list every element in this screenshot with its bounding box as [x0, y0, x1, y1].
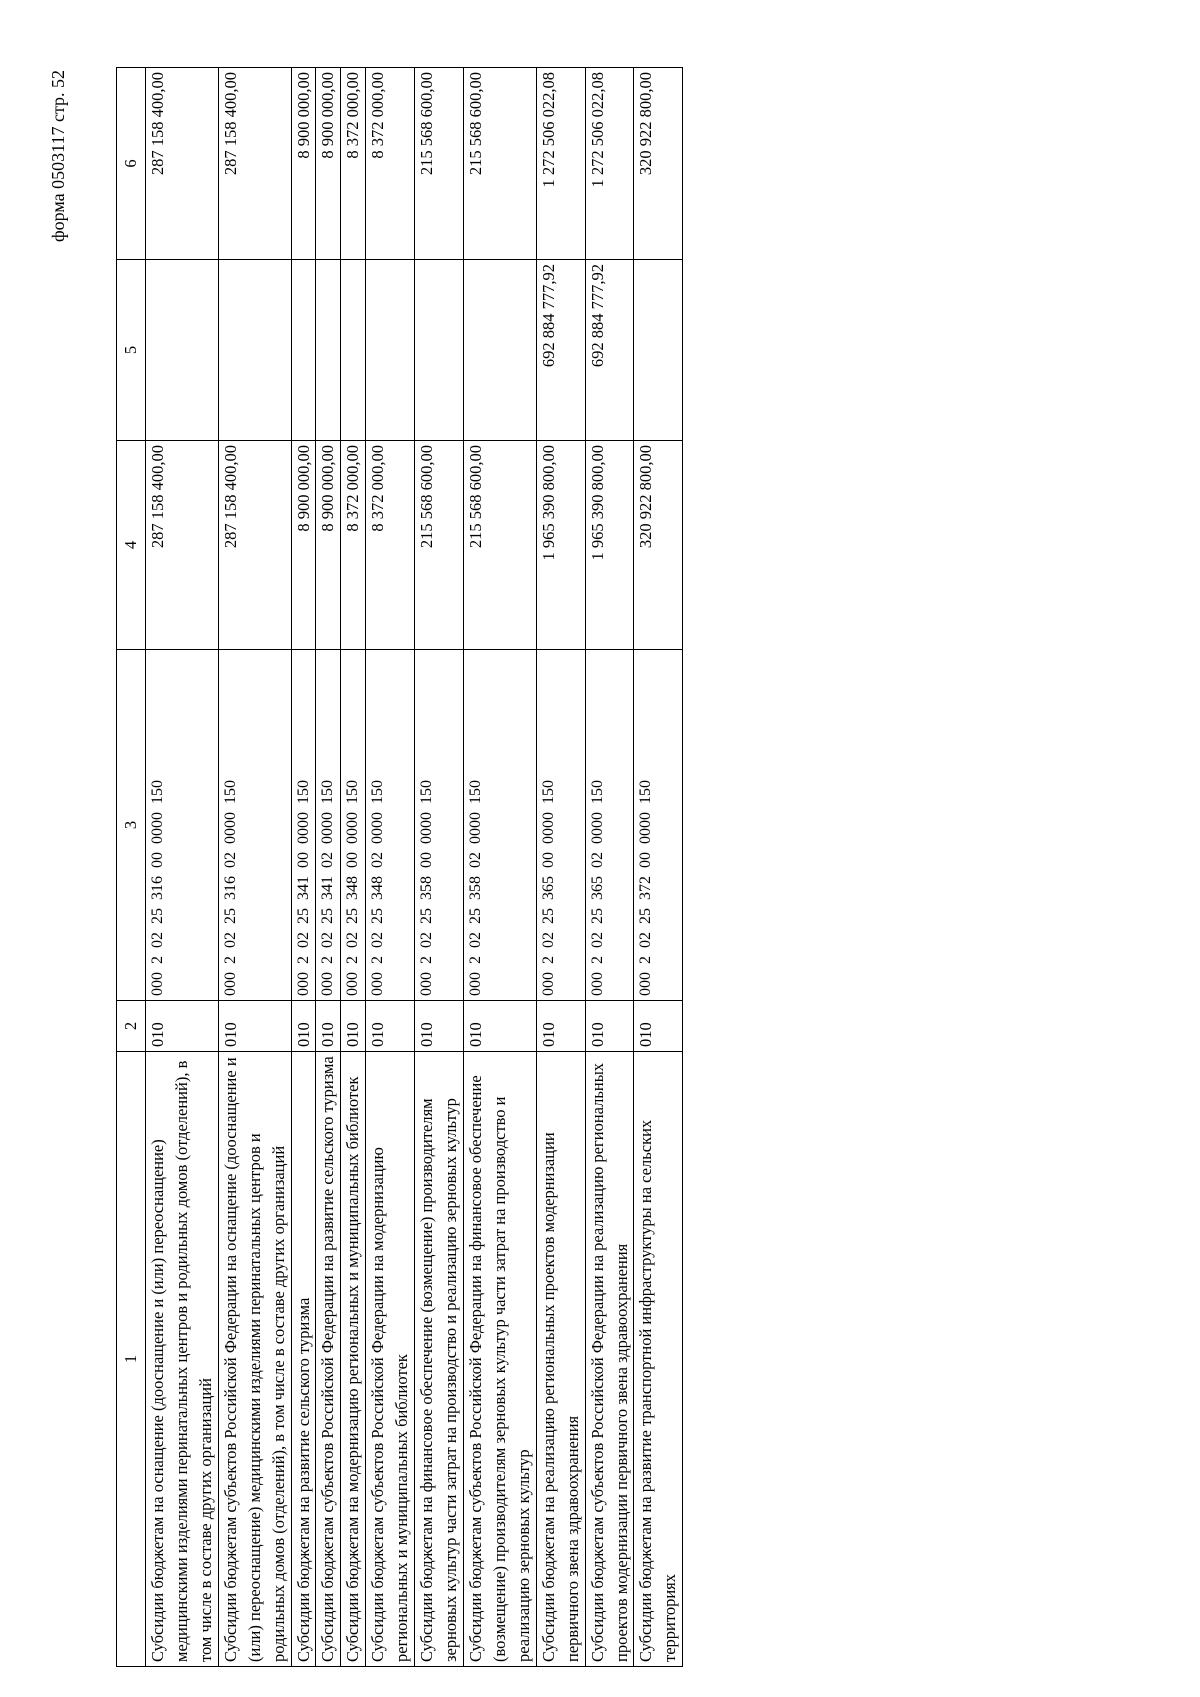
row-name-cell: Субсидии бюджетам субъектов Российской Федерации на финансовое обеспечение (возмещение) производителям зерновых культур части затрат на производство и реализацию зерновых культур: [463, 1052, 536, 1667]
row-approved-amount-cell: 215 568 600,00: [415, 441, 464, 650]
row-income-code-cell: 000 2 02 25 365 02 0000 150: [585, 650, 634, 1001]
row-line-code-cell: 010: [366, 1001, 415, 1052]
row-line-code-cell: 010: [316, 1001, 341, 1052]
column-header: 2: [117, 1001, 146, 1052]
row-executed-amount-cell: 692 884 777,92: [585, 260, 634, 441]
row-approved-amount-cell: 215 568 600,00: [463, 441, 536, 650]
row-unexecuted-amount-cell: 8 900 000,00: [291, 68, 316, 260]
row-unexecuted-amount-cell: 8 372 000,00: [366, 68, 415, 260]
column-header: 1: [117, 1052, 146, 1667]
row-unexecuted-amount-cell: 215 568 600,00: [463, 68, 536, 260]
row-executed-amount-cell: [146, 260, 219, 441]
row-line-code-cell: 010: [536, 1001, 585, 1052]
row-executed-amount-cell: [341, 260, 366, 441]
table-row: [218, 68, 291, 1667]
row-name-cell: Субсидии бюджетам на оснащение (дооснащение и (или) переоснащение) медицинскими изделиями перинатальных центров и родильных домов (отделений), в том числе в составе других организаций: [146, 1052, 219, 1667]
row-line-code-cell: 010: [146, 1001, 219, 1052]
row-unexecuted-amount-cell: 287 158 400,00: [146, 68, 219, 260]
row-approved-amount-cell: 287 158 400,00: [146, 441, 219, 650]
row-executed-amount-cell: [316, 260, 341, 441]
table-row: [291, 68, 316, 1667]
row-line-code-cell: 010: [634, 1001, 683, 1052]
row-approved-amount-cell: 1 965 390 800,00: [536, 441, 585, 650]
row-unexecuted-amount-cell: 215 568 600,00: [415, 68, 464, 260]
row-executed-amount-cell: [366, 260, 415, 441]
column-header: 6: [117, 68, 146, 260]
row-approved-amount-cell: 320 922 800,00: [634, 441, 683, 650]
row-unexecuted-amount-cell: 1 272 506 022,08: [585, 68, 634, 260]
row-line-code-cell: 010: [585, 1001, 634, 1052]
row-executed-amount-cell: [291, 260, 316, 441]
row-line-code-cell: 010: [341, 1001, 366, 1052]
table-row: [634, 68, 683, 1667]
row-approved-amount-cell: 287 158 400,00: [218, 441, 291, 650]
row-unexecuted-amount-cell: 1 272 506 022,08: [536, 68, 585, 260]
row-income-code-cell: 000 2 02 25 358 00 0000 150: [415, 650, 464, 1001]
row-name-cell: Субсидии бюджетам на реализацию региональных проектов модернизации первичного звена здравоохранения: [536, 1052, 585, 1667]
row-line-code-cell: 010: [415, 1001, 464, 1052]
table-row: [366, 68, 415, 1667]
table-body: [146, 68, 683, 1667]
row-line-code-cell: 010: [218, 1001, 291, 1052]
form-label: форма 0503117 стр. 52: [48, 69, 68, 242]
row-unexecuted-amount-cell: 287 158 400,00: [218, 68, 291, 260]
row-approved-amount-cell: 8 372 000,00: [366, 441, 415, 650]
row-income-code-cell: 000 2 02 25 348 00 0000 150: [341, 650, 366, 1001]
row-name-cell: Субсидии бюджетам субъектов Российской Федерации на реализацию региональных проектов модернизации первичного звена здравоохранения: [585, 1052, 634, 1667]
table-row: [146, 68, 219, 1667]
column-header: 5: [117, 260, 146, 441]
income-table: [116, 67, 683, 1667]
table-row: [463, 68, 536, 1667]
row-name-cell: Субсидии бюджетам на развитие сельского туризма: [291, 1052, 316, 1667]
row-executed-amount-cell: [463, 260, 536, 441]
row-line-code-cell: 010: [463, 1001, 536, 1052]
row-approved-amount-cell: 1 965 390 800,00: [585, 441, 634, 650]
row-name-cell: Субсидии бюджетам субъектов Российской Федерации на модернизацию региональных и муниципальных библиотек: [366, 1052, 415, 1667]
table-row: [536, 68, 585, 1667]
table-row: [341, 68, 366, 1667]
table-row: [585, 68, 634, 1667]
row-income-code-cell: 000 2 02 25 348 02 0000 150: [366, 650, 415, 1001]
table-row: [316, 68, 341, 1667]
row-unexecuted-amount-cell: 320 922 800,00: [634, 68, 683, 260]
row-unexecuted-amount-cell: 8 372 000,00: [341, 68, 366, 260]
row-line-code-cell: 010: [291, 1001, 316, 1052]
row-income-code-cell: 000 2 02 25 316 02 0000 150: [218, 650, 291, 1001]
row-approved-amount-cell: 8 372 000,00: [341, 441, 366, 650]
row-income-code-cell: 000 2 02 25 341 00 0000 150: [291, 650, 316, 1001]
row-income-code-cell: 000 2 02 25 358 02 0000 150: [463, 650, 536, 1001]
row-name-cell: Субсидии бюджетам на развитие транспортной инфраструктуры на сельских территориях: [634, 1052, 683, 1667]
row-income-code-cell: 000 2 02 25 372 00 0000 150: [634, 650, 683, 1001]
row-name-cell: Субсидии бюджетам на финансовое обеспечение (возмещение) производителям зерновых культур части затрат на производство и реализацию зерновых культур: [415, 1052, 464, 1667]
column-number-row: [117, 68, 146, 1667]
row-unexecuted-amount-cell: 8 900 000,00: [316, 68, 341, 260]
row-executed-amount-cell: 692 884 777,92: [536, 260, 585, 441]
row-name-cell: Субсидии бюджетам субъектов Российской Федерации на оснащение (дооснащение и (или) переоснащение) медицинскими изделиями перинатальных центров и родильных домов (отделений), в том числе в составе других организаций: [218, 1052, 291, 1667]
row-income-code-cell: 000 2 02 25 365 00 0000 150: [536, 650, 585, 1001]
column-header: 3: [117, 650, 146, 1001]
row-executed-amount-cell: [415, 260, 464, 441]
row-income-code-cell: 000 2 02 25 341 02 0000 150: [316, 650, 341, 1001]
row-income-code-cell: 000 2 02 25 316 00 0000 150: [146, 650, 219, 1001]
row-approved-amount-cell: 8 900 000,00: [316, 441, 341, 650]
row-approved-amount-cell: 8 900 000,00: [291, 441, 316, 650]
row-executed-amount-cell: [218, 260, 291, 441]
table-row: [415, 68, 464, 1667]
column-header: 4: [117, 441, 146, 650]
row-executed-amount-cell: [634, 260, 683, 441]
row-name-cell: Субсидии бюджетам на модернизацию региональных и муниципальных библиотек: [341, 1052, 366, 1667]
row-name-cell: Субсидии бюджетам субъектов Российской Федерации на развитие сельского туризма: [316, 1052, 341, 1667]
